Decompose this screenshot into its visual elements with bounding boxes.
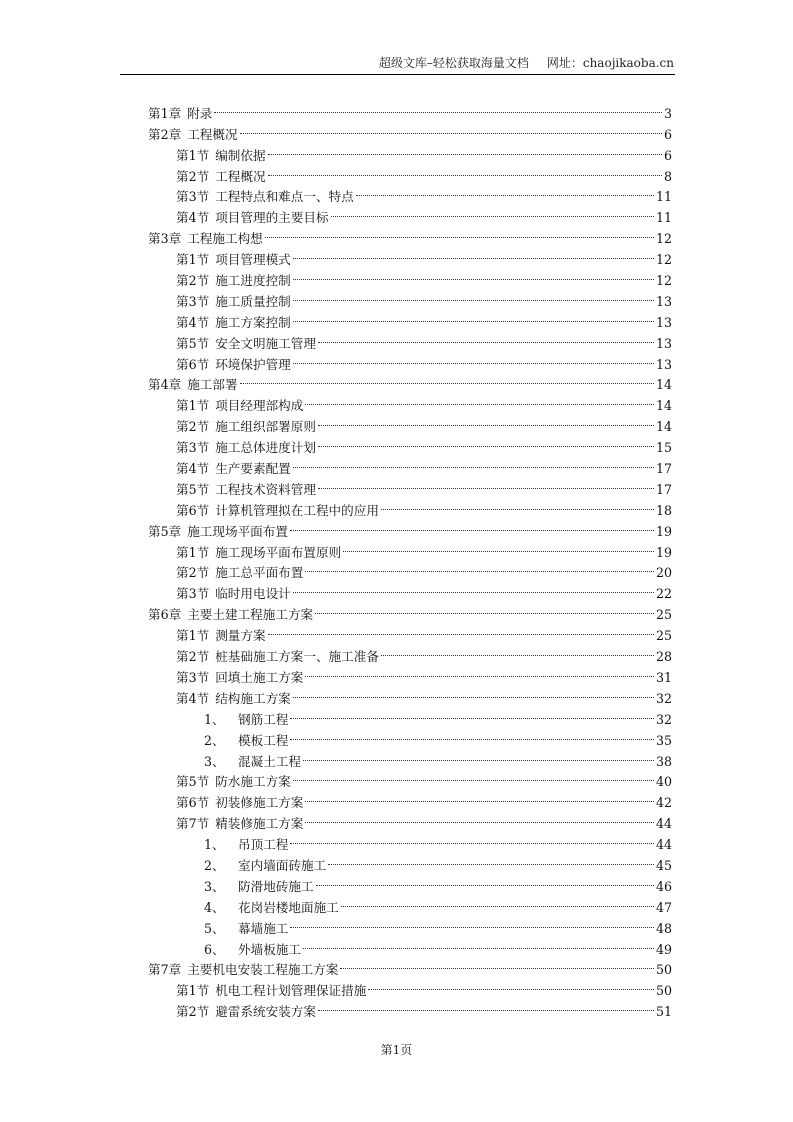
toc-entry-title: 混凝土工程	[238, 753, 301, 769]
toc-dot-leader	[290, 724, 654, 745]
toc-entry-page: 31	[655, 669, 672, 685]
toc-entry-title: 施工进度控制	[215, 273, 291, 289]
toc-entry-page: 35	[655, 732, 672, 748]
toc-entry-page: 48	[655, 920, 672, 936]
header-rule	[120, 74, 675, 75]
toc-entry-page: 49	[655, 941, 672, 957]
toc-entry-number: 第3节	[176, 440, 210, 456]
toc-dot-leader	[318, 995, 654, 1016]
toc-entry-title: 精装修施工方案	[215, 816, 304, 832]
toc-entry-number: 第6章	[148, 607, 182, 623]
toc-entry-number: 第1节	[176, 252, 210, 268]
toc-entry-page: 25	[655, 607, 672, 623]
toc-entry-number: 第1章	[148, 105, 182, 121]
toc-entry-page: 20	[655, 565, 672, 581]
toc-entry-number: 第1节	[176, 147, 210, 163]
toc-entry-number: 第1节	[176, 398, 210, 414]
toc-entry-title: 模板工程	[238, 732, 289, 748]
toc-entry-title: 项目管理的主要目标	[215, 210, 329, 226]
toc-entry-title: 桩基础施工方案一、施工准备	[215, 649, 379, 665]
toc-entry-page: 28	[655, 649, 672, 665]
page-number: 第1页	[380, 1043, 413, 1057]
toc-entry-page: 12	[655, 273, 672, 289]
toc-entry-number: 第1节	[176, 983, 210, 999]
toc-entry-number: 第3章	[148, 231, 182, 247]
toc-entry-page: 19	[655, 523, 672, 539]
toc-entry-page: 44	[655, 837, 672, 853]
toc-entry-page: 14	[655, 419, 672, 435]
toc-entry-number: 第1节	[176, 628, 210, 644]
toc-dot-leader	[293, 766, 654, 787]
toc-entry-page: 44	[655, 816, 672, 832]
toc-entry-number: 1、	[204, 837, 225, 853]
toc-entry-page: 14	[655, 398, 672, 414]
toc-entry-number: 第3节	[176, 293, 210, 309]
toc-dot-leader	[290, 515, 654, 536]
toc-entry-number: 2、	[204, 857, 225, 873]
toc-entry-title: 环境保护管理	[215, 356, 291, 372]
toc-entry-title: 花岗岩楼地面施工	[238, 899, 339, 915]
toc-dot-leader	[318, 410, 654, 431]
toc-entry-title: 工程特点和难点一、特点	[215, 189, 354, 205]
toc-entry-number: 第4章	[148, 377, 182, 393]
toc-entry-number: 第5节	[176, 481, 210, 497]
toc-entry-page: 12	[655, 252, 672, 268]
toc-dot-leader	[293, 682, 654, 703]
toc-dot-leader	[290, 912, 654, 933]
toc-entry-title: 主要土建工程施工方案	[187, 607, 314, 623]
toc-dot-leader	[240, 369, 654, 390]
toc-dot-leader	[381, 494, 654, 515]
toc-entry-number: 第3节	[176, 189, 210, 205]
toc-entry-page: 32	[655, 690, 672, 706]
toc-dot-leader	[318, 431, 654, 452]
toc-entry-title: 施工现场平面布置原则	[215, 544, 342, 560]
toc-entry-title: 工程概况	[215, 168, 266, 184]
toc-entry-page: 13	[655, 314, 672, 330]
toc-entry-title: 施工部署	[187, 377, 238, 393]
toc-entry-number: 3、	[204, 753, 225, 769]
toc-entry-number: 5、	[204, 920, 225, 936]
toc-entry-title: 施工组织部署原则	[215, 419, 316, 435]
toc-entry-title: 避雷系统安装方案	[215, 1004, 316, 1020]
toc-dot-leader	[316, 870, 654, 891]
toc-entry-page: 22	[655, 586, 672, 602]
toc-entry-number: 第4节	[176, 314, 210, 330]
page-footer	[0, 1041, 793, 1058]
toc-entry-page: 13	[655, 293, 672, 309]
toc-entry-page: 38	[655, 753, 672, 769]
toc-entry-title: 防滑地砖施工	[238, 878, 314, 894]
toc-entry-number: 第2节	[176, 1004, 210, 1020]
toc-entry-page: 8	[663, 168, 672, 184]
toc-entry-page: 25	[655, 628, 672, 644]
toc-entry-title: 测量方案	[215, 628, 266, 644]
toc-entry-number: 第2章	[148, 126, 182, 142]
toc-entry-page: 15	[655, 440, 672, 456]
toc-entry-page: 12	[655, 231, 672, 247]
toc-entry-title: 项目管理模式	[215, 252, 291, 268]
toc-entry-page: 11	[655, 189, 672, 205]
toc-dot-leader	[303, 933, 654, 954]
toc-entry-number: 第7章	[148, 962, 182, 978]
toc-entry-number: 第7节	[176, 816, 210, 832]
toc-entry-number: 第6节	[176, 795, 210, 811]
toc-entry-title: 初装修施工方案	[215, 795, 304, 811]
toc-entry-page: 45	[655, 857, 672, 873]
toc-dot-leader	[240, 118, 662, 139]
toc-dot-leader	[293, 348, 654, 369]
toc-entry-number: 3、	[204, 878, 225, 894]
toc-entry-page: 17	[655, 461, 672, 477]
toc-entry-title: 计算机管理拟在工程中的应用	[215, 502, 379, 518]
toc-entry-title: 幕墙施工	[238, 920, 289, 936]
toc-entry-page: 6	[663, 126, 672, 142]
toc-entry-page: 13	[655, 356, 672, 372]
toc-entry-number: 第2节	[176, 649, 210, 665]
toc-dot-leader	[318, 327, 654, 348]
toc-dot-leader	[368, 974, 654, 995]
toc-entry-title: 施工方案控制	[215, 314, 291, 330]
toc-entry-page: 50	[655, 983, 672, 999]
toc-entry-number: 第2节	[176, 419, 210, 435]
toc-entry-number: 第2节	[176, 168, 210, 184]
toc-entry-title: 回填土施工方案	[215, 669, 304, 685]
toc-entry-page: 13	[655, 335, 672, 351]
toc-dot-leader	[381, 640, 654, 661]
toc-entry-title: 施工总平面布置	[215, 565, 304, 581]
toc-entry-title: 项目经理部构成	[215, 398, 304, 414]
toc-dot-leader	[268, 619, 654, 640]
toc-entry-title: 施工现场平面布置	[187, 523, 288, 539]
toc-dot-leader	[293, 577, 654, 598]
toc-entry-number: 第4节	[176, 461, 210, 477]
table-of-contents	[148, 97, 672, 1020]
toc-entry-number: 第5章	[148, 523, 182, 539]
toc-entry-number: 6、	[204, 941, 225, 957]
toc-dot-leader	[293, 264, 654, 285]
toc-dot-leader	[305, 557, 654, 578]
header-site-name: 超级文库–轻松获取海量文档	[378, 56, 529, 70]
toc-entry-title: 施工质量控制	[215, 293, 291, 309]
toc-entry-number: 第6节	[176, 356, 210, 372]
toc-dot-leader	[315, 598, 654, 619]
toc-dot-leader	[293, 452, 654, 473]
toc-entry-title: 生产要素配置	[215, 461, 291, 477]
toc-dot-leader	[305, 389, 654, 410]
toc-dot-leader	[305, 807, 654, 828]
toc-entry-number: 1、	[204, 711, 225, 727]
toc-entry-number: 第2节	[176, 565, 210, 581]
toc-dot-leader	[293, 306, 654, 327]
toc-entry-number: 第6节	[176, 502, 210, 518]
toc-entry-title: 附录	[187, 105, 213, 121]
toc-entry-number: 第3节	[176, 669, 210, 685]
toc-entry-number: 第5节	[176, 774, 210, 790]
toc-entry-number: 第5节	[176, 335, 210, 351]
toc-entry-title: 室内墙面砖施工	[238, 857, 327, 873]
toc-dot-leader	[328, 849, 654, 870]
toc-entry-title: 防水施工方案	[215, 774, 291, 790]
page-header	[120, 54, 674, 74]
toc-entry-number: 第1节	[176, 544, 210, 560]
toc-entry-page: 42	[655, 795, 672, 811]
toc-entry-number: 4、	[204, 899, 225, 915]
toc-entry-title: 钢筋工程	[238, 711, 289, 727]
toc-entry-title: 主要机电安装工程施工方案	[187, 962, 339, 978]
toc-dot-leader	[293, 285, 654, 306]
toc-dot-leader	[265, 222, 654, 243]
toc-dot-leader	[331, 201, 654, 222]
toc-entry-number: 2、	[204, 732, 225, 748]
toc-entry-page: 6	[663, 147, 672, 163]
toc-entry-title: 工程施工构想	[187, 231, 263, 247]
toc-entry-page: 3	[663, 105, 672, 121]
toc-entry-page: 51	[655, 1004, 672, 1020]
toc-dot-leader	[290, 828, 654, 849]
toc-entry-title: 施工总体进度计划	[215, 440, 316, 456]
toc-entry-page: 19	[655, 544, 672, 560]
toc-dot-leader	[305, 786, 654, 807]
toc-entry-title: 机电工程计划管理保证措施	[215, 983, 367, 999]
toc-entry-number: 第2节	[176, 273, 210, 289]
toc-entry-page: 11	[655, 210, 672, 226]
toc-entry-page: 14	[655, 377, 672, 393]
toc-entry-page: 32	[655, 711, 672, 727]
toc-dot-leader	[341, 891, 654, 912]
toc-dot-leader	[293, 243, 654, 264]
toc-dot-leader	[343, 536, 654, 557]
toc-entry-title: 工程技术资料管理	[215, 481, 316, 497]
toc-dot-leader	[290, 703, 654, 724]
header-url: 网址：chaojikaoba.cn	[546, 56, 674, 70]
toc-entry-page: 50	[655, 962, 672, 978]
toc-entry-page: 18	[655, 502, 672, 518]
toc-entry-page: 47	[655, 899, 672, 915]
toc-entry-title: 外墙板施工	[238, 941, 301, 957]
toc-entry-title: 结构施工方案	[215, 690, 291, 706]
toc-entry-number: 第3节	[176, 586, 210, 602]
toc-entry-title: 编制依据	[215, 147, 266, 163]
toc-entry-title: 安全文明施工管理	[215, 335, 316, 351]
toc-chapter-entry[interactable]	[148, 97, 672, 121]
toc-entry-number: 第4节	[176, 690, 210, 706]
toc-chapter-entry[interactable]	[148, 118, 672, 142]
toc-dot-leader	[356, 181, 654, 202]
toc-entry-page: 17	[655, 481, 672, 497]
toc-entry-title: 吊顶工程	[238, 837, 289, 853]
toc-dot-leader	[318, 473, 654, 494]
toc-dot-leader	[268, 139, 662, 160]
toc-entry-title: 临时用电设计	[215, 586, 291, 602]
toc-dot-leader	[268, 160, 662, 181]
toc-dot-leader	[214, 97, 662, 118]
toc-entry-number: 第4节	[176, 210, 210, 226]
toc-entry-title: 工程概况	[187, 126, 238, 142]
toc-entry-page: 46	[655, 878, 672, 894]
toc-entry-page: 40	[655, 774, 672, 790]
toc-dot-leader	[303, 745, 654, 766]
toc-dot-leader	[340, 954, 654, 975]
toc-dot-leader	[305, 661, 654, 682]
